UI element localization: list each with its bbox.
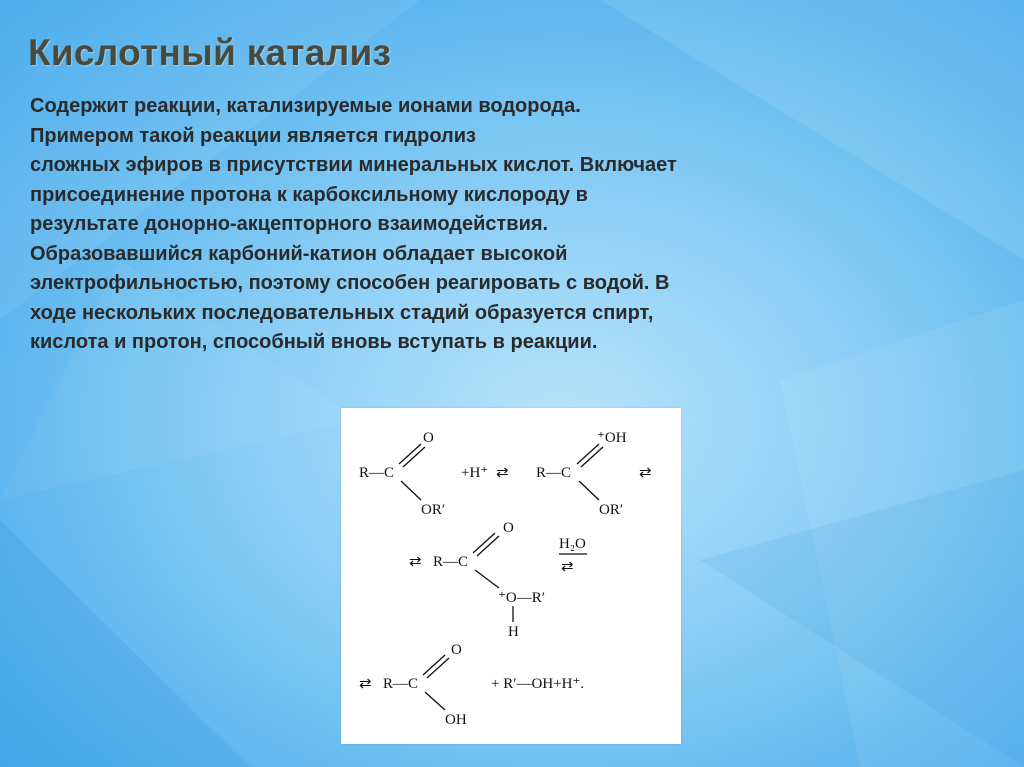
body-line-9: кислота и протон, способный вновь вступать в реакции.: [30, 331, 598, 353]
products-label: + R′—OH+H⁺.: [491, 676, 585, 692]
carbonyl-o-label-4: O: [451, 642, 462, 658]
plus-proton-label: +H⁺: [461, 465, 489, 481]
bond-single-1: [401, 481, 421, 500]
body-line-4: присоединение протона к карбоксильному кислороду в: [30, 183, 588, 206]
slide-title: Кислотный катализ: [28, 32, 392, 73]
bond-single-4: [425, 692, 445, 710]
body-line-6: Образовавшийся карбоний-катион обладает высокой: [30, 242, 568, 265]
body-line-2: Примером такой реакции является гидролиз: [30, 124, 476, 147]
r-c-label: R—C: [359, 465, 395, 481]
reaction-row-2: [409, 520, 587, 640]
slide-body-text: [30, 92, 930, 358]
body-line-3: сложных эфиров в присутствии минеральных кислот. Включает: [30, 154, 677, 176]
hydroxyl-label: OH: [445, 712, 467, 728]
reaction-scheme-figure: [341, 408, 681, 744]
oxonium-ether-label: ⁺O—R′: [498, 590, 546, 606]
equilibrium-arrow-4: ⇄: [561, 559, 574, 575]
oxonium-label: ⁺OH: [597, 430, 627, 446]
equilibrium-arrow-2: ⇄: [639, 465, 652, 481]
carbonyl-o-label: O: [423, 430, 434, 446]
body-line-8: ходе нескольких последовательных стадий образуется спирт,: [30, 301, 654, 324]
equilibrium-arrow-5: ⇄: [359, 676, 372, 692]
equilibrium-arrow-3: ⇄: [409, 554, 422, 570]
or-prime-label-2: OR′: [599, 502, 624, 518]
body-line-7: электрофильностью, поэтому способен реагировать с водой. В: [30, 272, 670, 294]
body-line-5: результате донорно-акцепторного взаимодействия.: [30, 213, 549, 235]
body-line-1: Содержит реакции, катализируемые ионами водорода.: [30, 95, 581, 117]
r-c-label-2: R—C: [536, 465, 572, 481]
equilibrium-arrow-1: ⇄: [496, 465, 509, 481]
reaction-row-1: [359, 430, 652, 518]
reaction-scheme-svg: [341, 408, 681, 744]
hydrogen-label: H: [508, 624, 519, 640]
carbonyl-o-label-3: O: [503, 520, 514, 536]
bond-single-2: [579, 481, 599, 500]
r-c-label-3: R—C: [433, 554, 469, 570]
water-label: H₂O: [559, 536, 586, 552]
or-prime-label: OR′: [421, 502, 446, 518]
reaction-row-3: [359, 642, 584, 728]
r-c-label-4: R—C: [383, 676, 419, 692]
bond-single-3: [475, 570, 499, 588]
